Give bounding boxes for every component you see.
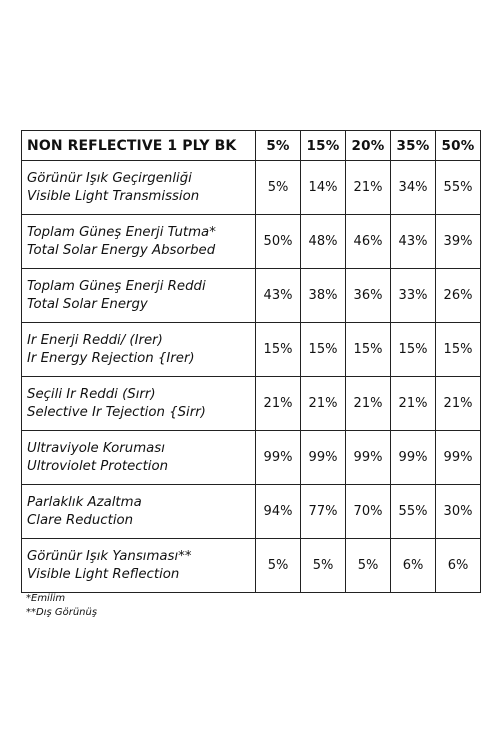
row-label [22, 161, 256, 215]
value-cell: 99% [346, 431, 391, 485]
row-label-turkish: Ultraviyole Koruması [27, 440, 165, 456]
row-label-turkish: Toplam Güneş Enerji Tutma* [27, 224, 216, 240]
value-cell: 21% [301, 377, 346, 431]
value-cell: 38% [301, 269, 346, 323]
value-cell: 70% [346, 485, 391, 539]
value-cell: 43% [256, 269, 301, 323]
value-cell: 5% [346, 539, 391, 593]
row-label-english: Visible Light Reflection [27, 566, 180, 582]
value-cell: 6% [436, 539, 481, 593]
row-label [22, 539, 256, 593]
value-cell: 26% [436, 269, 481, 323]
column-header: 20% [346, 131, 391, 161]
value-cell: 94% [256, 485, 301, 539]
row-label-english: Ultroviolet Protection [27, 458, 169, 474]
row-label [22, 485, 256, 539]
value-cell: 15% [256, 323, 301, 377]
row-label-english: Total Solar Energy Absorbed [27, 242, 216, 258]
table-header-row [22, 131, 481, 161]
value-cell: 99% [301, 431, 346, 485]
value-cell: 15% [436, 323, 481, 377]
value-cell: 14% [301, 161, 346, 215]
table-title: NON REFLECTIVE 1 PLY BK [22, 131, 256, 161]
row-label [22, 269, 256, 323]
value-cell: 50% [256, 215, 301, 269]
table-row [22, 485, 481, 539]
value-cell: 15% [346, 323, 391, 377]
row-label [22, 323, 256, 377]
value-cell: 21% [346, 377, 391, 431]
column-header: 35% [391, 131, 436, 161]
row-label-turkish: Ir Enerji Reddi/ (Irer) [27, 332, 163, 348]
value-cell: 55% [436, 161, 481, 215]
table-row [22, 431, 481, 485]
value-cell: 21% [256, 377, 301, 431]
value-cell: 99% [436, 431, 481, 485]
spec-table [21, 130, 481, 593]
table-row [22, 377, 481, 431]
value-cell: 15% [391, 323, 436, 377]
value-cell: 30% [436, 485, 481, 539]
row-label-turkish: Toplam Güneş Enerji Reddi [27, 278, 206, 294]
row-label-english: Visible Light Transmission [27, 188, 200, 204]
value-cell: 99% [391, 431, 436, 485]
row-label-english: Clare Reduction [27, 512, 134, 528]
row-label-english: Ir Energy Rejection {Irer) [27, 350, 195, 366]
value-cell: 39% [436, 215, 481, 269]
row-label [22, 215, 256, 269]
column-header: 50% [436, 131, 481, 161]
value-cell: 36% [346, 269, 391, 323]
value-cell: 15% [301, 323, 346, 377]
value-cell: 33% [391, 269, 436, 323]
value-cell: 5% [256, 161, 301, 215]
value-cell: 21% [346, 161, 391, 215]
footnote: *Emilim [26, 593, 66, 604]
column-header: 5% [256, 131, 301, 161]
table-row [22, 269, 481, 323]
value-cell: 55% [391, 485, 436, 539]
value-cell: 34% [391, 161, 436, 215]
footnote: **Dış Görünüş [26, 607, 98, 618]
table-row [22, 323, 481, 377]
value-cell: 21% [436, 377, 481, 431]
row-label [22, 431, 256, 485]
value-cell: 5% [256, 539, 301, 593]
value-cell: 21% [391, 377, 436, 431]
value-cell: 6% [391, 539, 436, 593]
value-cell: 48% [301, 215, 346, 269]
table-row [22, 215, 481, 269]
row-label [22, 377, 256, 431]
row-label-english: Total Solar Energy [27, 296, 148, 312]
table-body [22, 161, 481, 593]
value-cell: 5% [301, 539, 346, 593]
row-label-turkish: Seçili Ir Reddi (Sırr) [27, 386, 156, 402]
row-label-turkish: Görünür Işık Yansıması** [27, 548, 192, 564]
table-row [22, 539, 481, 593]
row-label-english: Selective Ir Tejection {Sirr) [27, 404, 206, 420]
column-header: 15% [301, 131, 346, 161]
row-label-turkish: Görünür Işık Geçirgenliği [27, 170, 192, 186]
value-cell: 43% [391, 215, 436, 269]
value-cell: 46% [346, 215, 391, 269]
value-cell: 99% [256, 431, 301, 485]
value-cell: 77% [301, 485, 346, 539]
row-label-turkish: Parlaklık Azaltma [27, 494, 142, 510]
footnotes [26, 592, 97, 620]
table-row [22, 161, 481, 215]
